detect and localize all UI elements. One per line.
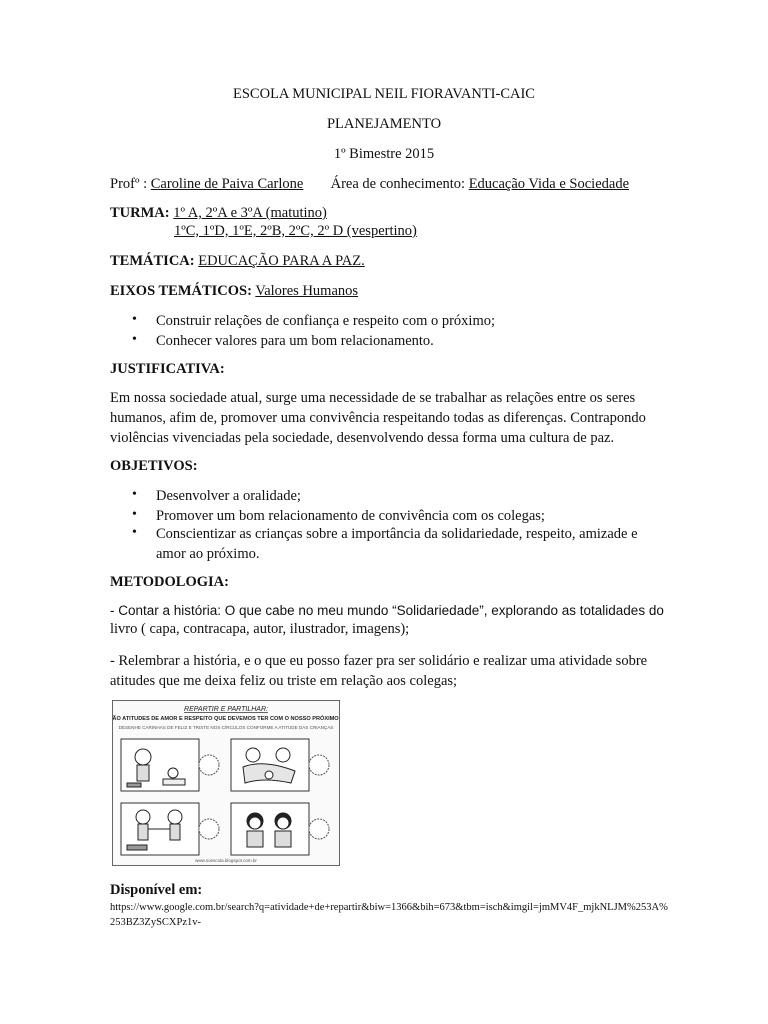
panel-children-playing	[231, 739, 309, 791]
tematica-value: EDUCAÇÃO PARA A PAZ.	[198, 253, 365, 269]
bullet-icon: •	[132, 487, 137, 502]
bullet-icon: •	[132, 525, 137, 540]
disponivel-heading	[110, 882, 202, 899]
worksheet-heading: REPARTIR E PARTILHAR:	[184, 706, 268, 713]
objetivos-item: Conscientizar as crianças sobre a importância da solidariedade, respeito, amizade e amor ao próximo.	[156, 526, 638, 562]
metodologia-heading	[110, 574, 229, 591]
objetivos-label: OBJETIVOS:	[110, 458, 198, 474]
turma-line1: 1º A, 2ºA e 3ºA (matutino)	[173, 205, 327, 221]
turma-label: TURMA:	[110, 205, 170, 221]
worksheet-footer: www.soescola.blogspot.com.br	[195, 858, 257, 863]
worksheet-subheading: SÃO ATITUDES DE AMOR E RESPEITO QUE DEVEMOS TER COM O NOSSO PRÓXIMO...	[113, 716, 339, 722]
face-circle-1	[199, 755, 219, 775]
tematica-label: TEMÁTICA:	[110, 253, 195, 269]
metodologia-item1-rest: livro ( capa, contracapa, autor, ilustrador, imagens);	[110, 621, 410, 637]
eixos-item: Construir relações de confiança e respeito com o próximo;	[156, 313, 496, 329]
metodologia-item2: - Relembrar a história, e o que eu posso fazer pra ser solidário e realizar uma atividade sobre atitudes que me deixa feliz ou triste em relação aos colegas;	[110, 653, 648, 689]
metodologia-label: METODOLOGIA:	[110, 574, 229, 590]
objetivos-item: Promover um bom relacionamento de convivência com os colegas;	[156, 508, 545, 524]
turma-line	[110, 205, 327, 222]
justificativa-label: JUSTIFICATIVA:	[110, 361, 225, 377]
bullet-icon: •	[132, 332, 137, 347]
eixos-label: EIXOS TEMÁTICOS:	[110, 283, 252, 299]
teacher-label: Profº :	[110, 176, 148, 192]
objetivos-heading	[110, 458, 198, 475]
metodologia-item1: - Contar a história: O que cabe no meu mundo “Solidariedade”, explorando as totalidades do	[110, 603, 664, 618]
eixos-line	[110, 283, 358, 300]
face-circle-3	[199, 819, 219, 839]
bullet-icon: •	[132, 507, 137, 522]
activity-worksheet-graphic	[113, 701, 339, 865]
activity-illustration	[112, 700, 340, 866]
period: 1º Bimestre 2015	[333, 146, 435, 162]
school-name: ESCOLA MUNICIPAL NEIL FIORAVANTI-CAIC	[233, 86, 535, 102]
bullet-icon: •	[132, 312, 137, 327]
panel-sharing-toys	[121, 739, 199, 791]
objetivos-item: Desenvolver a oralidade;	[156, 488, 301, 504]
area-value: Educação Vida e Sociedade	[468, 176, 630, 192]
justificativa-text: Em nossa sociedade atual, surge uma necessidade de se trabalhar as relações entre os seres humanos, afim de, promover uma convivência respeitando todas as diferenças. Contrapondo violências vivenciadas pela sociedade, desenvolvendo dessa forma uma cultura de paz.	[110, 390, 646, 446]
eixos-value: Valores Humanos	[255, 283, 359, 299]
teacher-line	[110, 176, 629, 193]
justificativa-heading	[110, 361, 225, 378]
eixos-item: Conhecer valores para um bom relacionamento.	[156, 333, 434, 349]
area-label: Área de conhecimento:	[330, 176, 466, 192]
document-title: PLANEJAMENTO	[326, 116, 442, 132]
turma-line2	[174, 223, 417, 240]
face-circle-2	[309, 755, 329, 775]
worksheet-instruction: DESENHE CARINHAS DE FELIZ E TRISTE NOS CÍRCULOS CONFORME A ATITUDE DAS CRIANÇAS	[118, 725, 334, 730]
disponivel-label: Disponível em:	[110, 882, 203, 898]
source-url[interactable]: https://www.google.com.br/search?q=atividade+de+repartir&biw=1366&bih=673&tbm=isch&imgil=jmMV4F_mjkNLJM%253A%253BZ3ZySCXPz1v-	[110, 902, 668, 928]
teacher-name: Caroline de Paiva Carlone	[150, 176, 304, 192]
turma-line2-text: 1ºC, 1ºD, 1ºE, 2ºB, 2ºC, 2º D (vespertino)	[174, 223, 417, 239]
face-circle-4	[309, 819, 329, 839]
panel-children-arguing	[121, 803, 199, 855]
tematica-line	[110, 253, 365, 270]
panel-children-together	[231, 803, 309, 855]
